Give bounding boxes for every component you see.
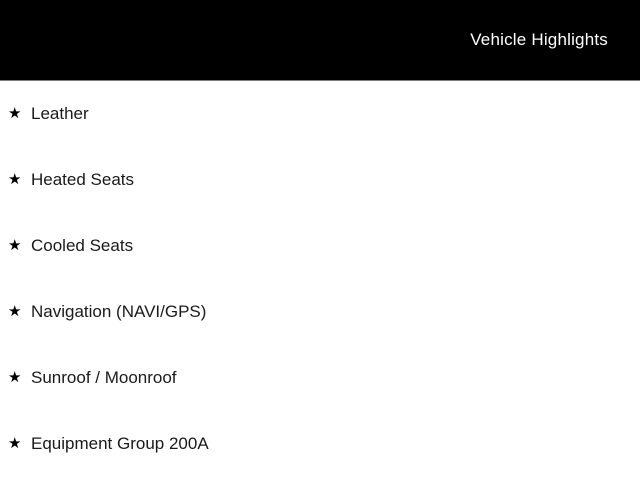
list-item [0, 411, 640, 477]
list-item-label: Sunroof / Moonroof [31, 368, 177, 387]
star-icon: ★ [8, 303, 22, 320]
list-item-label: Cooled Seats [31, 236, 134, 255]
highlight-list [0, 81, 640, 477]
star-icon: ★ [8, 105, 22, 122]
list-item [0, 81, 640, 147]
star-icon: ★ [8, 435, 22, 452]
page-title: Vehicle Highlights [470, 30, 608, 49]
list-item [0, 213, 640, 279]
vehicle-highlights-header [0, 0, 640, 81]
list-item [0, 279, 640, 345]
star-icon: ★ [8, 369, 22, 386]
list-item [0, 345, 640, 411]
star-icon: ★ [8, 237, 22, 254]
list-item-label: Navigation (NAVI/GPS) [31, 302, 207, 321]
star-icon: ★ [8, 171, 22, 188]
list-item-label: Heated Seats [31, 170, 135, 189]
list-item-label: Leather [31, 104, 89, 123]
list-item-label: Equipment Group 200A [31, 434, 209, 453]
list-item [0, 147, 640, 213]
